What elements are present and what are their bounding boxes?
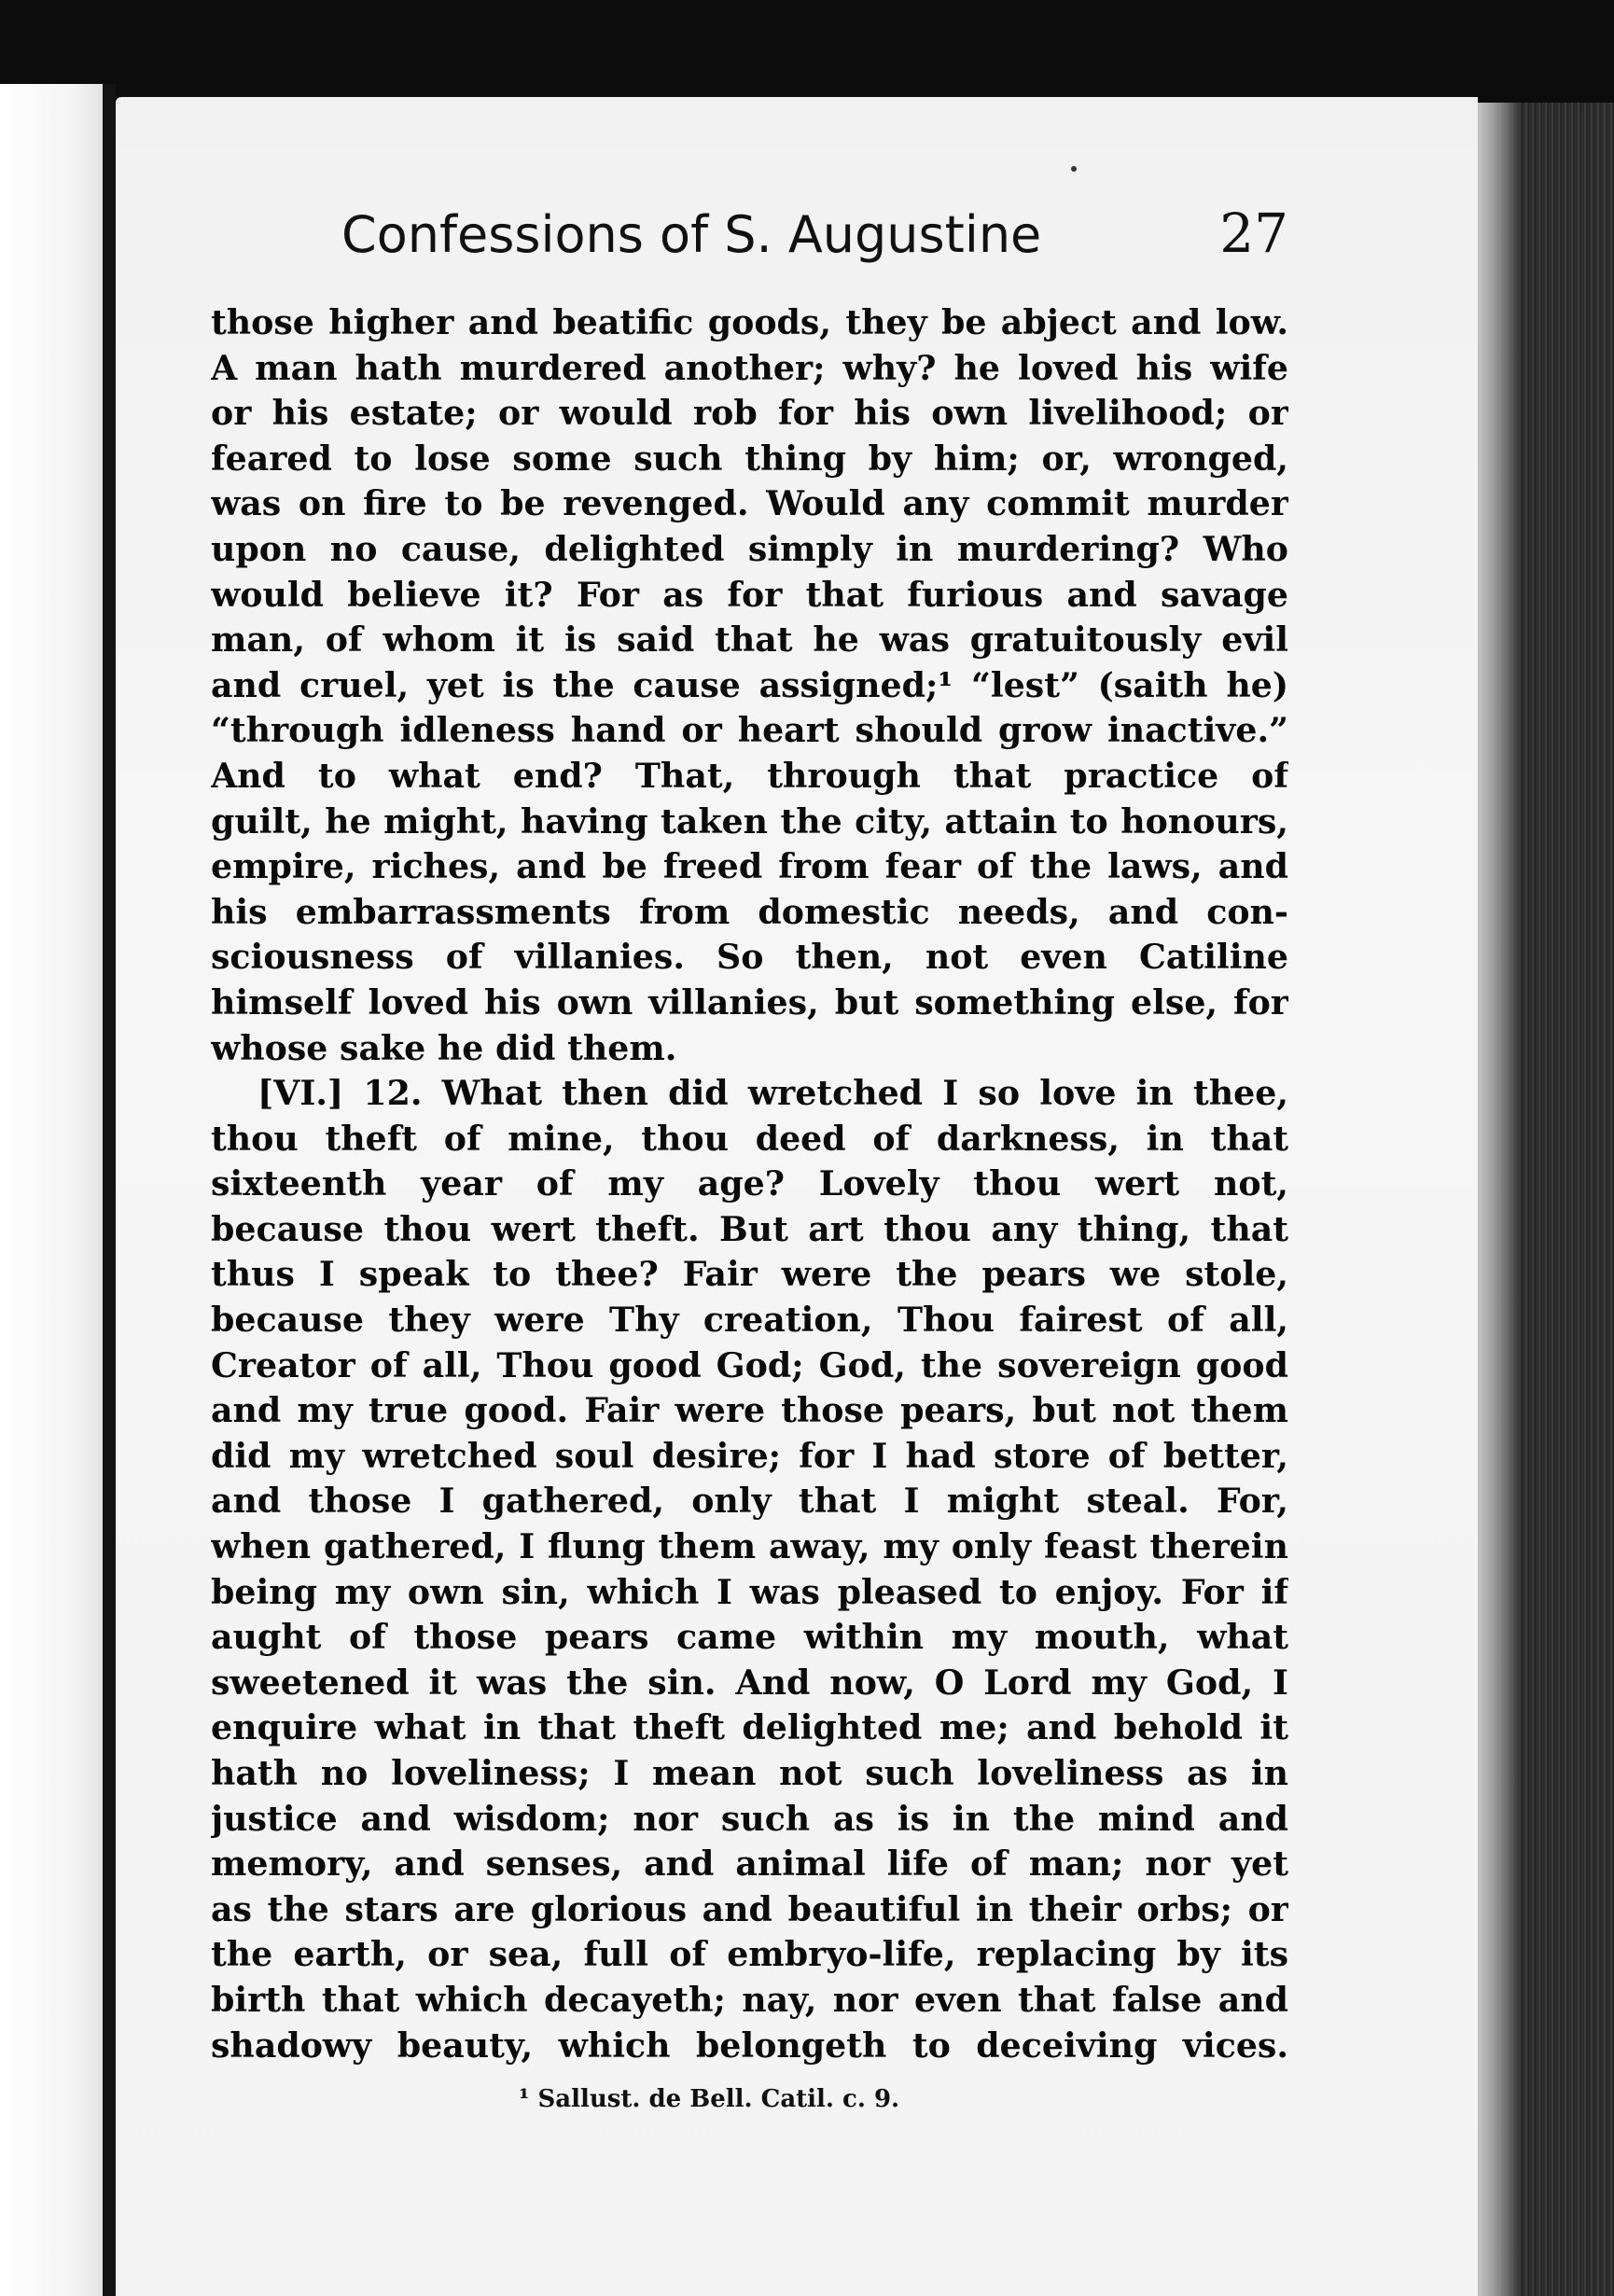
text-line: And to what end? That, through that practice of xyxy=(211,755,1288,796)
text-line: was on fire to be revenged. Would any commit murder xyxy=(211,483,1288,524)
text-line: the earth, or sea, full of embryo-life, replacing by its xyxy=(211,1934,1288,1975)
running-title: Confessions of S. Augustine xyxy=(341,205,1042,264)
text-line: when gathered, I flung them away, my only feast therein xyxy=(211,1526,1288,1567)
text-line: would believe it? For as for that furious and savage xyxy=(211,574,1288,615)
text-line: those higher and beatific goods, they be abject and low. xyxy=(211,302,1288,342)
text-line: thou theft of mine, thou deed of darkness, in that xyxy=(211,1118,1288,1159)
text-line: hath no loveliness; I mean not such loveliness as in xyxy=(211,1753,1288,1793)
text-line: did my wretched soul desire; for I had store of better, xyxy=(211,1435,1288,1476)
text-line: whose sake he did them. xyxy=(211,1027,677,1068)
text-line: because thou wert theft. But art thou any thing, that xyxy=(211,1208,1288,1249)
text-line: “through idleness hand or heart should grow inactive.” xyxy=(211,710,1288,751)
page-block-edges xyxy=(1478,103,1614,2296)
left-page-edge xyxy=(0,84,104,2296)
text-line: or his estate; or would rob for his own livelihood; or xyxy=(211,393,1288,434)
text-line: aught of those pears came within my mouth, what xyxy=(211,1617,1288,1658)
text-line: guilt, he might, having taken the city, attain to honours, xyxy=(211,800,1288,842)
text-line: feared to lose some such thing by him; or, wronged, xyxy=(211,438,1288,479)
text-line: being my own sin, which I was pleased to enjoy. For if xyxy=(211,1571,1288,1612)
text-line: sciousness of villanies. So then, not even Catiline xyxy=(211,937,1288,978)
ink-speck xyxy=(1071,166,1077,172)
text-line: and those I gathered, only that I might steal. For, xyxy=(211,1481,1288,1522)
text-line: [VI.] 12. What then did wretched I so love in thee, xyxy=(257,1073,1288,1114)
text-line: memory, and senses, and animal life of man; nor yet xyxy=(211,1844,1288,1885)
text-line: A man hath murdered another; why? he loved his wife xyxy=(211,347,1288,388)
text-line: Creator of all, Thou good God; God, the sovereign good xyxy=(211,1344,1288,1385)
text-line: man, of whom it is said that he was gratuitously evil xyxy=(211,619,1288,661)
page-number: 27 xyxy=(1219,202,1288,265)
text-line: and cruel, yet is the cause assigned;¹ “lest” (saith he) xyxy=(211,664,1288,705)
running-header xyxy=(211,202,1288,291)
book-gutter xyxy=(103,84,116,2296)
text-line: his embarrassments from domestic needs, and con- xyxy=(211,891,1288,932)
text-line: empire, riches, and be freed from fear of the laws, and xyxy=(211,846,1288,887)
text-line: justice and wisdom; nor such as is in the mind and xyxy=(211,1798,1288,1839)
page-text-block xyxy=(211,202,1288,2113)
text-line: upon no cause, delighted simply in murdering? Who xyxy=(211,528,1288,569)
text-line: because they were Thy creation, Thou fairest of all, xyxy=(211,1300,1288,1341)
text-line: sixteenth year of my age? Lovely thou wert not, xyxy=(211,1163,1288,1204)
body-text xyxy=(211,300,1288,2068)
text-line: as the stars are glorious and beautiful in their orbs; or xyxy=(211,1888,1288,1929)
text-line: thus I speak to thee? Fair were the pears we stole, xyxy=(211,1254,1288,1295)
text-line: birth that which decayeth; nay, nor even that false and xyxy=(211,1979,1288,2020)
text-line: himself loved his own villanies, but something else, for xyxy=(211,981,1288,1023)
text-line: enquire what in that theft delighted me; and behold it xyxy=(211,1707,1288,1748)
text-line: sweetened it was the sin. And now, O Lord my God, I xyxy=(211,1662,1288,1703)
text-line: shadowy beauty, which belongeth to deceiving vices. xyxy=(211,2025,1288,2066)
text-line: and my true good. Fair were those pears, but not them xyxy=(211,1390,1288,1431)
footnote: ¹ Sallust. de Bell. Catil. c. 9. xyxy=(519,2085,900,2114)
